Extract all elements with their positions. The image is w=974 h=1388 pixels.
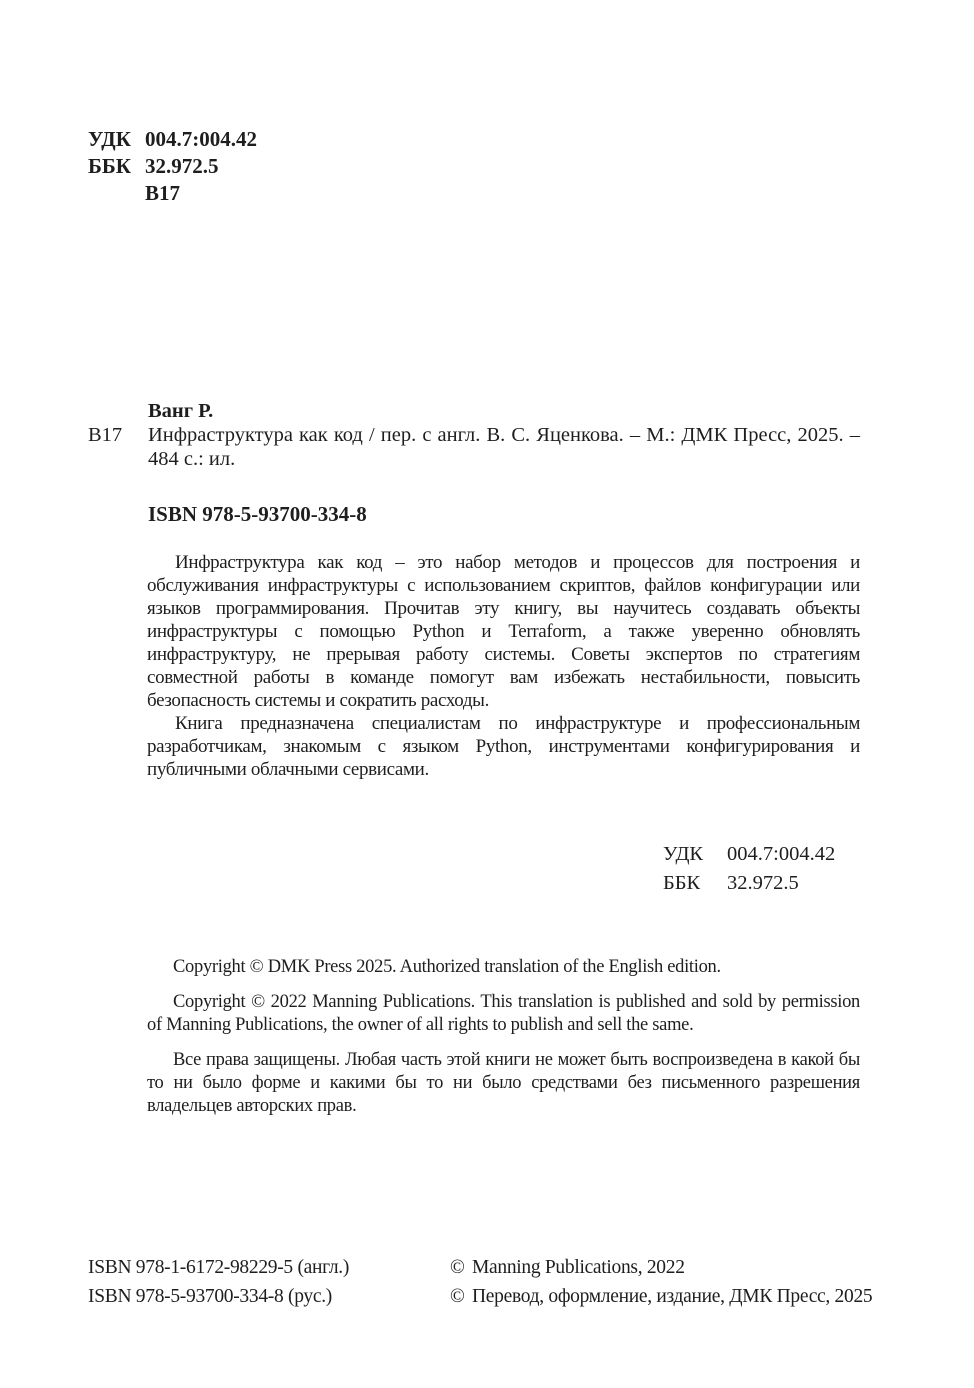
bibliographic-codes-right <box>663 840 835 898</box>
bbk-label: ББК <box>88 154 131 178</box>
bbk-value: 32.972.5 <box>145 154 219 178</box>
copyright-block <box>147 956 860 1130</box>
catalog-description: Инфраструктура как код / пер. с англ. В. С. Яценкова. – М.: ДМК Пресс, 2025. – 484 с.: ил. <box>148 424 860 470</box>
udk-row <box>88 126 257 153</box>
bbk-row <box>88 153 257 180</box>
annotation-paragraph-2: Книга предназначена специалистам по инфраструктуре и профессиональным разработчикам, знакомым с языком Python, инструментами конфигурирования и публичными облачными сервисами. <box>147 713 860 780</box>
footer-isbn-column <box>88 1253 450 1311</box>
footer-imprint <box>88 1253 888 1311</box>
udk-value-right: 004.7:004.42 <box>727 843 836 865</box>
bbk-label-right: ББК <box>663 872 701 894</box>
bbk-value-right: 32.972.5 <box>727 872 799 894</box>
copyright-english-manning: Copyright © 2022 Manning Publications. This translation is published and sold by permission of Manning Publications, the owner of all rights to publish and sell the same. <box>147 992 860 1035</box>
catalog-author: Ванг Р. <box>148 400 214 422</box>
bibliographic-codes-top <box>88 126 257 207</box>
udk-value: 004.7:004.42 <box>145 127 257 151</box>
rights-reserved-russian: Все права защищены. Любая часть этой книги не может быть воспроизведена в какой бы то ни было форме и какими бы то ни было средствами без письменного разрешения владельцев авторских прав. <box>147 1050 860 1116</box>
copyright-symbol: © <box>450 1286 465 1307</box>
catalog-author-sign: В17 <box>88 424 123 446</box>
annotation <box>147 551 860 781</box>
author-sign-row <box>88 180 257 207</box>
udk-label-right: УДК <box>663 843 704 865</box>
isbn-russian: ISBN 978-5-93700-334-8 (рус.) <box>88 1286 332 1307</box>
copyright-symbol: © <box>450 1257 465 1278</box>
udk-row-right <box>663 840 835 869</box>
catalog-entry <box>88 399 860 526</box>
catalog-isbn: ISBN 978-5-93700-334-8 <box>148 502 367 526</box>
footer-copyright-column <box>450 1253 888 1311</box>
catalog-description-row <box>88 423 860 471</box>
annotation-paragraph-1: Инфраструктура как код – это набор методов и процессов для построения и обслуживания инфраструктуры с использованием скриптов, файлов конфигурации или языков программирования. Прочитав эту книгу, вы научитесь создавать объекты инфраструктуры с помощью Python и Terraform, а также уверенно обновлять инфраструктуру, не прерывая работу системы. Советы экспертов по стратегиям совместной работы в команде помогут вам избежать нестабильности, повысить безопасность системы и сократить расходы. <box>147 552 860 711</box>
copyright-english-dmk: Copyright © DMK Press 2025. Authorized translation of the English edition. <box>173 957 721 977</box>
copyright-line-manning <box>450 1253 888 1282</box>
copyright-holder-manning: Manning Publications, 2022 <box>472 1257 685 1278</box>
copyright-holder-dmk: Перевод, оформление, издание, ДМК Пресс, 2025 <box>472 1286 873 1307</box>
copyright-line-dmk <box>450 1282 888 1311</box>
bbk-row-right <box>663 869 835 898</box>
isbn-english: ISBN 978-1-6172-98229-5 (англ.) <box>88 1257 350 1278</box>
udk-label: УДК <box>88 127 131 151</box>
author-sign-value: В17 <box>145 181 181 205</box>
